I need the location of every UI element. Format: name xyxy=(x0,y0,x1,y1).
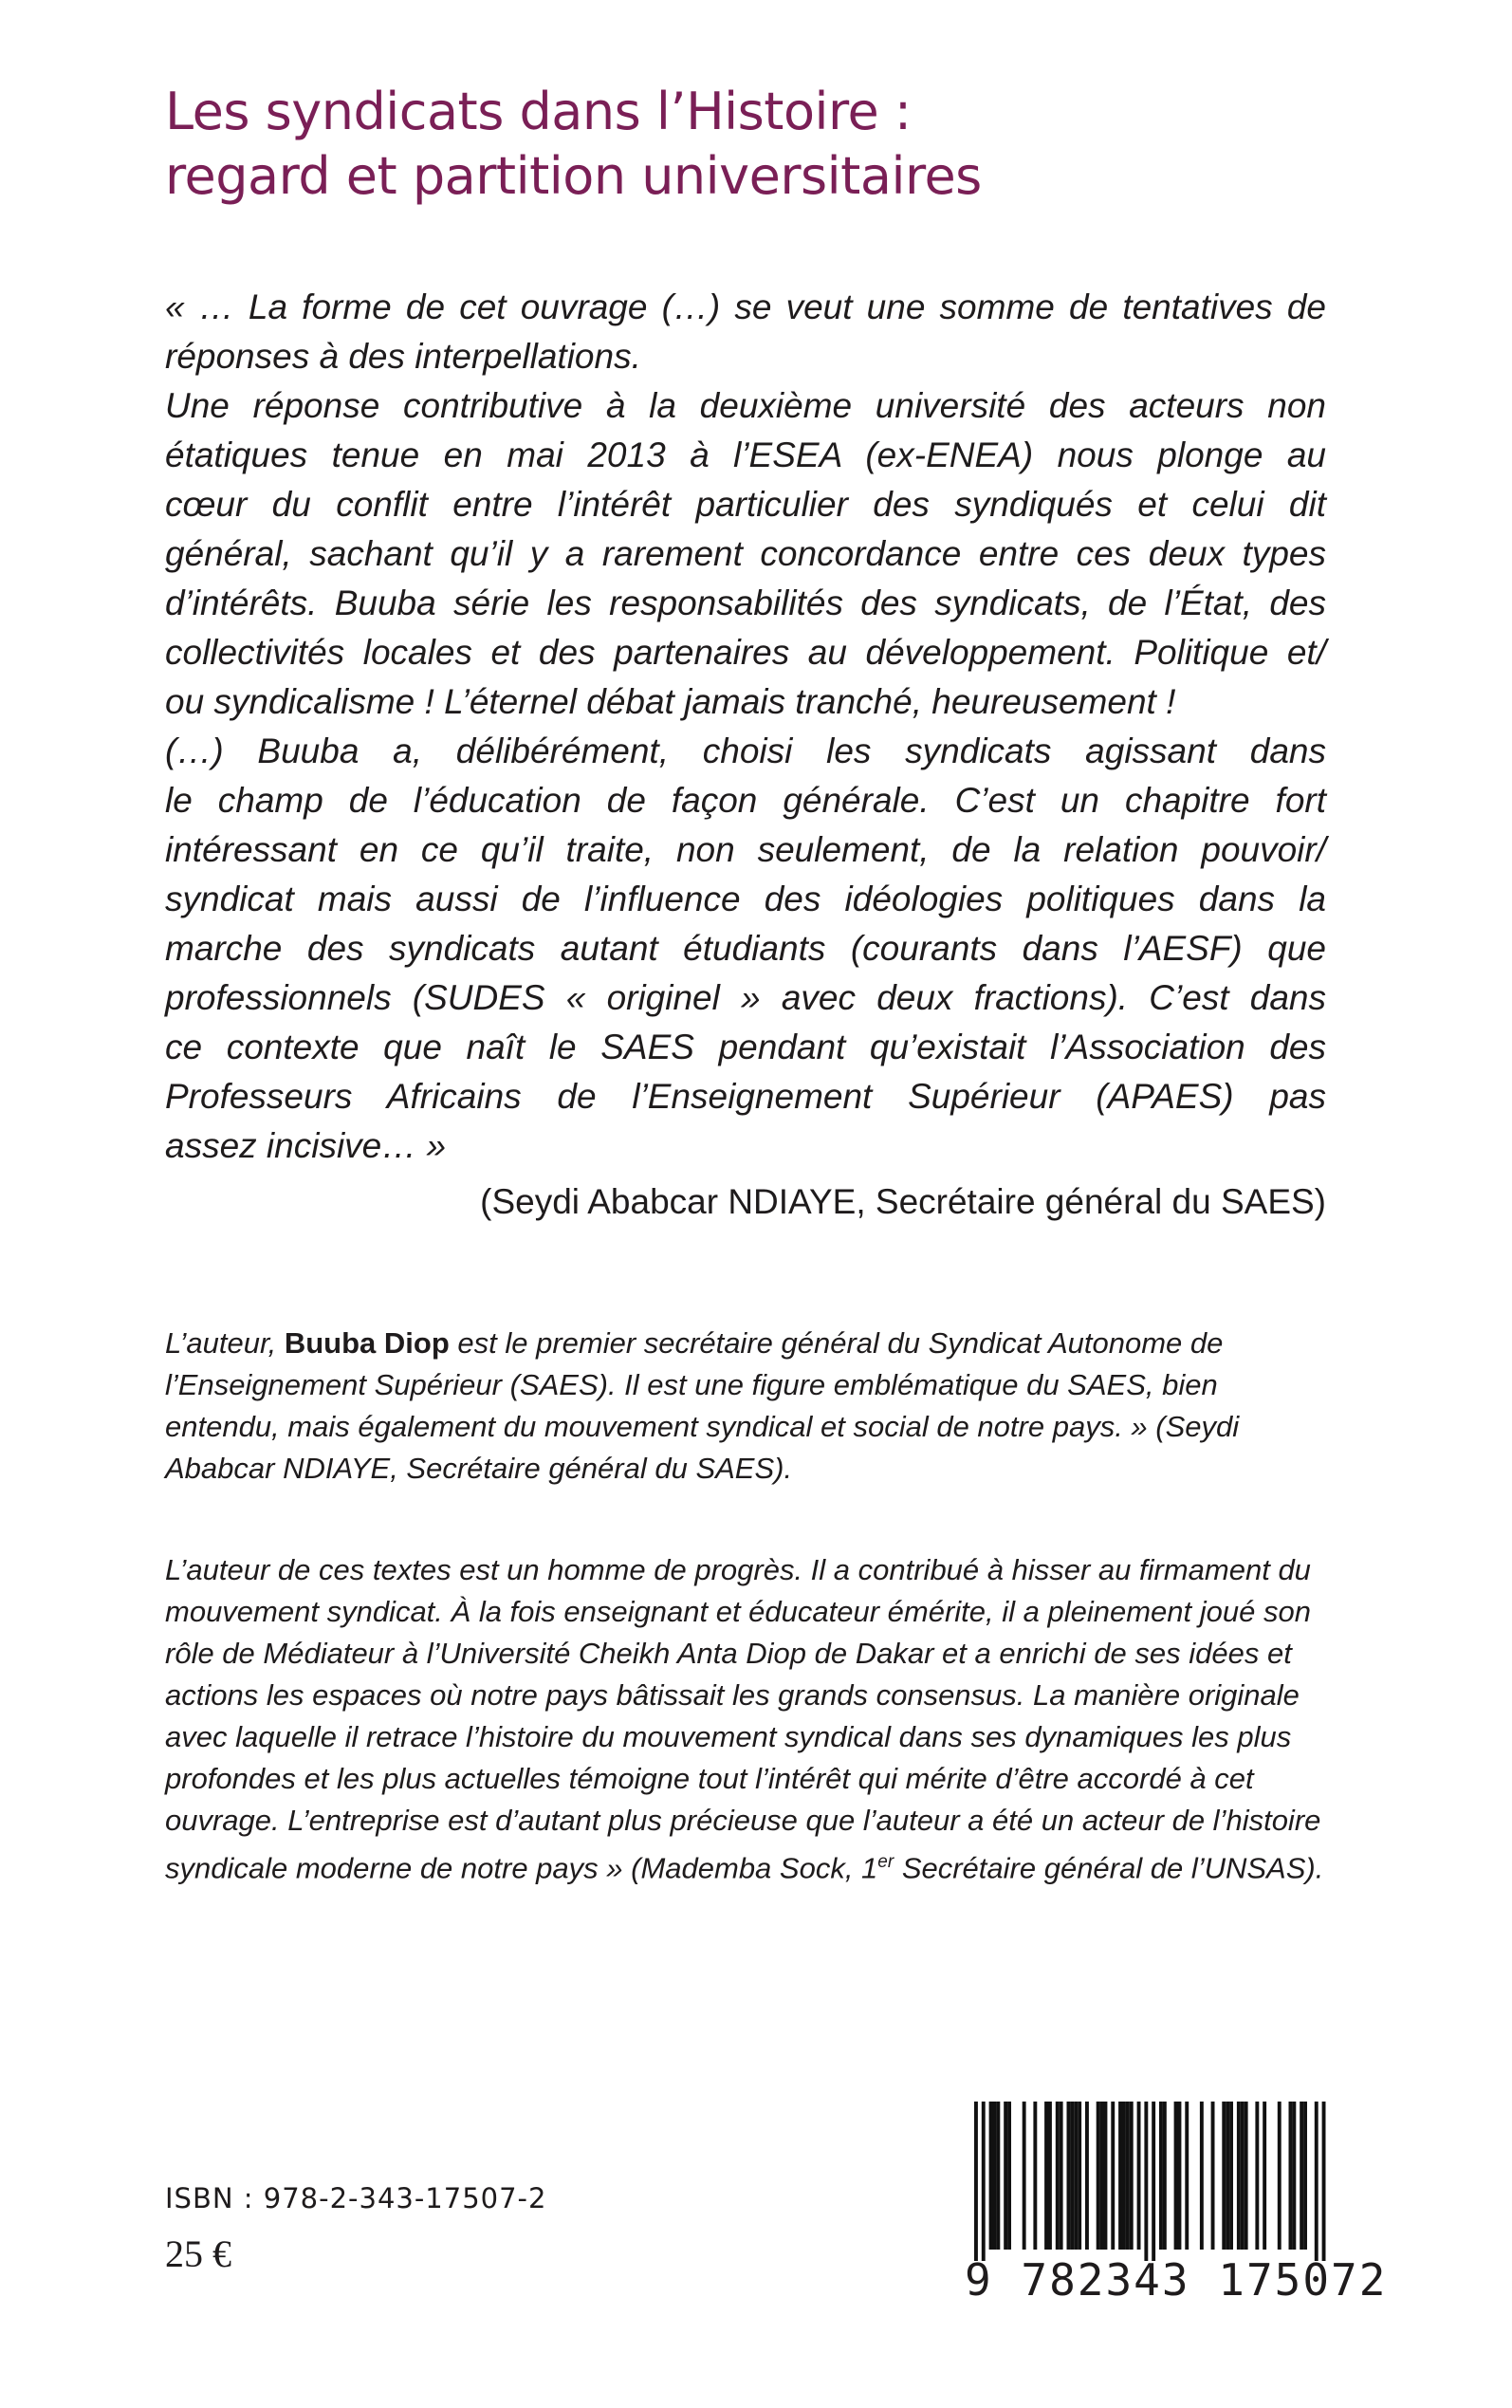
isbn-label: ISBN : 978-2-343-17507-2 xyxy=(165,2182,547,2214)
barcode-number: 9 782343 175072 xyxy=(965,2254,1388,2306)
quote-line: réponses à des interpellations. xyxy=(165,337,641,376)
barcode-bar xyxy=(1185,2102,1189,2250)
author-bio xyxy=(165,1323,1326,1490)
barcode-bar xyxy=(1303,2102,1307,2250)
barcode-bar xyxy=(1200,2102,1204,2250)
barcode-bar xyxy=(1263,2102,1266,2250)
title-line-2: regard et partition universitaires xyxy=(165,146,982,206)
quote-line: syndicat mais aussi de l’influence des idéologies politiques dans la xyxy=(165,880,1326,918)
quote-line: Une réponse contributive à la deuxième université des acteurs non xyxy=(165,386,1326,425)
quote-line: assez incisive… » xyxy=(165,1126,447,1165)
barcode-bar xyxy=(1044,2102,1048,2250)
quote-line: Professeurs Africains de l’Enseignement Supérieur (APAES) pas xyxy=(165,1077,1326,1116)
bio-prefix: L’auteur, xyxy=(165,1326,285,1360)
barcode-bar xyxy=(1152,2102,1155,2261)
quote-line: intéressant en ce qu’il traite, non seulement, de la relation pouvoir/ xyxy=(165,830,1326,869)
barcode-bar xyxy=(1111,2102,1115,2250)
back-cover-quote xyxy=(165,283,1326,1171)
barcode-bar xyxy=(1007,2102,1011,2250)
barcode-bar xyxy=(1211,2102,1215,2250)
quote-line: « … La forme de cet ouvrage (…) se veut une somme de tentatives de xyxy=(165,287,1326,326)
tribute-superscript: er xyxy=(877,1852,894,1872)
barcode-bar xyxy=(1067,2102,1071,2250)
barcode-bar xyxy=(1255,2102,1259,2250)
barcode-bar xyxy=(1033,2102,1037,2250)
barcode-bar xyxy=(1229,2102,1233,2250)
quote-line: marche des syndicats autant étudiants (courants dans l’AESF) que xyxy=(165,929,1326,968)
barcode-bar xyxy=(1056,2102,1060,2250)
barcode-bar xyxy=(1130,2102,1134,2250)
book-title xyxy=(165,80,1351,209)
barcode-bar xyxy=(1004,2102,1007,2250)
barcode-bar xyxy=(1241,2102,1245,2250)
barcode-bar xyxy=(974,2102,978,2261)
barcode-bar xyxy=(1048,2102,1052,2250)
barcode xyxy=(963,2102,1388,2306)
barcode-bar xyxy=(1118,2102,1122,2250)
barcode-bar xyxy=(1289,2102,1293,2250)
barcode-bar xyxy=(1163,2102,1167,2250)
barcode-bar xyxy=(1278,2102,1282,2250)
barcode-bar xyxy=(1144,2102,1148,2261)
quote-line: d’intérêts. Buuba série les responsabilités des syndicats, de l’État, des xyxy=(165,583,1326,622)
quote-line: ou syndicalisme ! L’éternel débat jamais tranché, heureusement ! xyxy=(165,682,1176,721)
barcode-bar xyxy=(982,2102,986,2261)
quote-attribution: (Seydi Ababcar NDIAYE, Secrétaire général du SAES) xyxy=(480,1182,1326,1221)
barcode-bar xyxy=(1178,2102,1182,2250)
barcode-bar xyxy=(996,2102,1000,2250)
tribute-end: Secrétaire général de l’UNSAS). xyxy=(894,1851,1324,1885)
quote-line: étatiques tenue en mai 2013 à l’ESEA (ex-ENEA) nous plonge au xyxy=(165,435,1326,474)
quote-line: collectivités locales et des partenaires au développement. Politique et/ xyxy=(165,633,1326,672)
barcode-bar xyxy=(1097,2102,1100,2250)
barcode-bar xyxy=(1122,2102,1126,2250)
barcode-bar xyxy=(1174,2102,1178,2250)
bio-text: est le premier secrétaire général du Syndicat Autonome de l’Enseignement Supérieur (SAES). Il est une figure emblématique du SAES, bien entendu, mais également du mouvement syndical et social de notre pays. » (Seydi Ababcar NDIAYE, Secrétaire général du SAES). xyxy=(165,1326,1240,1485)
barcode-bar xyxy=(1126,2102,1130,2250)
barcode-bar xyxy=(1300,2102,1303,2250)
quote-line: le champ de l’éducation de façon générale. C’est un chapitre fort xyxy=(165,781,1326,820)
price-label: 25 € xyxy=(165,2232,231,2275)
barcode-bar xyxy=(1237,2102,1241,2250)
barcode-bar xyxy=(1074,2102,1078,2250)
barcode-bar xyxy=(1023,2102,1026,2250)
barcode-bar xyxy=(1159,2102,1163,2250)
barcode-bar xyxy=(1322,2102,1326,2261)
quote-line: général, sachant qu’il y a rarement concordance entre ces deux types xyxy=(165,534,1326,573)
barcode-bar xyxy=(1137,2102,1141,2250)
barcode-bar xyxy=(1222,2102,1226,2250)
quote-line: (…) Buuba a, délibérément, choisi les syndicats agissant dans xyxy=(165,732,1326,770)
barcode-bar xyxy=(1104,2102,1108,2250)
barcode-bars xyxy=(963,2102,1327,2261)
quote-line: ce contexte que naît le SAES pendant qu’existait l’Association des xyxy=(165,1028,1326,1066)
tribute-text: L’auteur de ces textes est un homme de progrès. Il a contribué à hisser au firmament du mouvement syndicat. À la fois enseignant et éducateur émérite, il a pleinement joué son rôle de Médiateur à l’Université Cheikh Anta Diop de Dakar et a enrichi de ses idées et actions les espaces où notre pays bâtissait les grands consensus. La manière originale avec laquelle il retrace l’histoire du mouvement syndical dans ses dynamiques les plus profondes et les plus actuelles témoigne tout l’intérêt qui mérite d’être accordé à cet ouvrage. L’entreprise est d’autant plus précieuse que l’auteur a été un acteur de l’histoire syndicale moderne de notre pays » (Mademba Sock, 1 xyxy=(165,1553,1321,1885)
barcode-bar xyxy=(1292,2102,1296,2250)
barcode-bar xyxy=(1245,2102,1248,2250)
author-name: Buuba Diop xyxy=(284,1326,450,1360)
barcode-bar xyxy=(1078,2102,1081,2250)
barcode-bar xyxy=(1070,2102,1074,2250)
quote-line: cœur du conflit entre l’intérêt particulier des syndiqués et celui dit xyxy=(165,485,1326,524)
title-line-1: Les syndicats dans l’Histoire : xyxy=(165,82,912,141)
barcode-bar xyxy=(1100,2102,1104,2250)
barcode-bar xyxy=(1315,2102,1318,2261)
barcode-bar xyxy=(1226,2102,1229,2250)
barcode-bar xyxy=(1060,2102,1063,2250)
quote-line: professionnels (SUDES « originel » avec deux fractions). C’est dans xyxy=(165,978,1326,1017)
barcode-bar xyxy=(989,2102,993,2250)
author-tribute xyxy=(165,1549,1326,1889)
barcode-bar xyxy=(1085,2102,1089,2250)
barcode-bar xyxy=(993,2102,997,2250)
